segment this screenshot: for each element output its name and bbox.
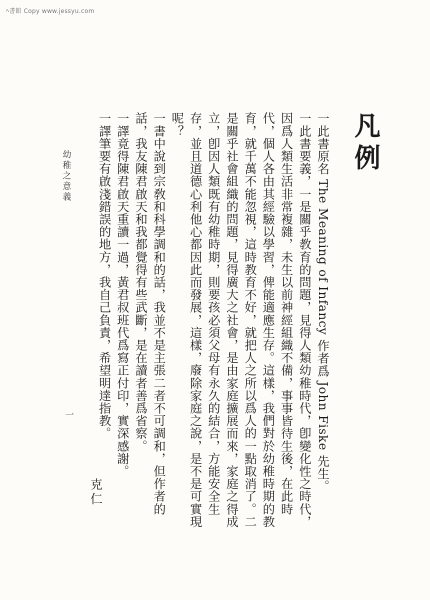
- paragraph-religion-science: 一書中說到宗敎和科學調和的話，我並不是主張二者不可調和，但作者的話，我友陳君啟天和我都覺得有些武斷，是在讀者善爲省察。: [133, 112, 167, 516]
- running-head: 幼稚之意義: [61, 150, 71, 203]
- page-number: 一: [63, 410, 73, 419]
- paragraph-errata: 一譯筆要有啟淺錯誤的地方，我自己負責，希望明達指教。: [97, 112, 112, 440]
- paragraph-original-title: 一此書原名 The Meaning of Infancy 作者爲 John Fiske 先生。: [316, 112, 330, 493]
- paragraph-main-points: 一此書要義，一是關乎教育的問題，見得人類幼稚時代，卽變化性之時代，因爲人類生活非常複雜，未生以前神經組織不備，事事皆待生後，在此時代，個人各由其經驗以學習，俾能適應生存。這樣，我們對於幼稚時期的教育，就千萬不能忽視，這時教育不好，就把人之所以爲人的一點取消了。二是關乎社會組織的問題，見得廣大之社會，是由家庭擴展而來，家庭之得成立，卽因人類既有幼稚時期，則要孩必須父母有永久的結合，方能安全生存，並且道德心利他心都因此而發展，這樣，廢除家庭之說，是不是可實現呢？: [170, 112, 312, 528]
- paragraph-acknowledgement: 一譯竟得陳君啟天重讀一過，黃君叔班代爲寫正付印，實深感謝。: [115, 112, 130, 478]
- watermark: ﾍ書館 Copy www.jessyu.com: [6, 8, 95, 15]
- page-title: 凡例: [350, 112, 380, 176]
- translator-signature: 克仁: [89, 478, 103, 507]
- body-text: [95, 112, 332, 532]
